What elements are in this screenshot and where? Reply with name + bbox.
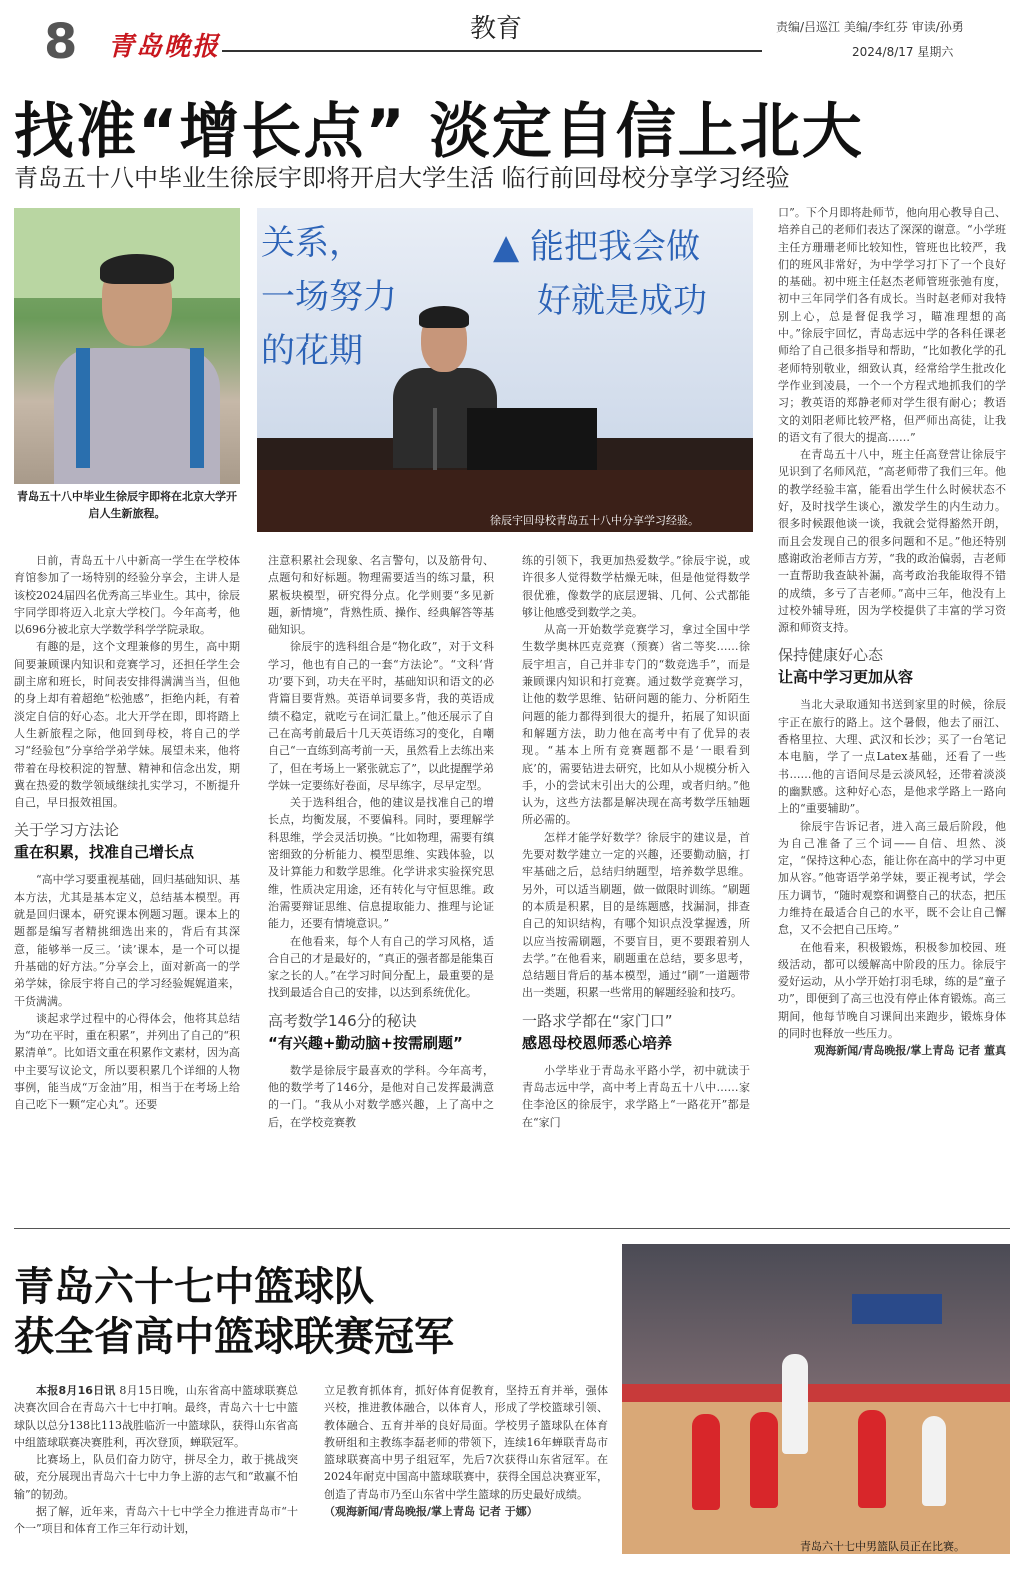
paragraph: 据了解，近年来，青岛六十七中学全力推进青岛市“十个一”项目和体育工作三年行动计划， <box>14 1505 298 1536</box>
paragraph: 在他看来，积极锻炼，积极参加校园、班级活动，都可以缓解高中阶段的压力。徐辰宇爱好运动，从小学开始打羽毛球，练的是“童子功”，即便到了高三也没有停止体育锻炼。高三期间，他每节晚自习课间出来跑步，锻炼身体的同时也释放一些压力。 <box>778 940 1006 1041</box>
paragraph: 口”。下个月即将赴师节，他向用心教导自己、培养自己的老师们表达了深深的谢意。“小学班主任方珊珊老师比较知性，管班也比较严，我们的班风非常好，为中学学习打下了一个良好的基础。初中班主任赵杰老师管班张弛有度，初中三年同学们各有成长。当时赵老师对我特别上心，总是督促我学习，瞄准理想的高中。”徐辰宇回忆，青岛志远中学的各科任课老师给了自己很多指导和帮助，“比如教化学的孔老师特别敬业，细致认真，经常给学生批改化学作业到凌晨，一个一个方程式地抓我们的学习；教英语的郑静老师对学生很有耐心；教语文的刘阳老师比较严格，但严师出高徒，让我的语文有了很大的提高……” <box>778 206 1006 444</box>
paragraph: 在青岛五十八中，班主任高登营让徐辰宇见识到了名师风范，“高老师带了我们三年。他的教学经验丰富，能看出学生什么时候状态不好，及时找学生谈心，激发学生的内生动力。很多时候跟他谈一谈，我就会觉得豁然开朗，而且会发现自己的很多问题和不足。”他还特别感谢政治老师吉方芳，“我的政治偏弱，吉老师一直帮助我查缺补漏，高考政治我能取得不错的成绩，多亏了吉老师。”高中三年，他没有上过校外辅导班，因为学校提供了丰富的学习资源和师资支持。 <box>778 448 1006 635</box>
section-subheading-3: 感恩母校恩师悉心培养 <box>522 1033 673 1052</box>
article2-byline: （观海新闻/青岛晚报/掌上青岛 记者 于娜） <box>324 1505 538 1519</box>
portrait-photo <box>14 208 240 484</box>
paragraph: 立足教育抓体育，抓好体育促教育，坚持五育并举，强体兴校，推进教体融合，以体育人，形成了学校篮球引领、教体融合、五育并举的良好局面。学校男子篮球队在体育教研组和主教练李磊老师的带领下，连续16年蝉联青岛市篮球联赛高中男子组冠军，先后7次获得山东省冠军。在2024年耐克中国高中篮球联赛中，获得全国总决赛亚军，创造了青岛市乃至山东省中学生篮球的历史最好成绩。 <box>324 1384 608 1501</box>
paragraph: 注意积累社会现象、名言警句，以及筋骨句、点题句和好标题。物理需要适当的练习量，积累板块模型，研究得分点。化学则要“多见新题，新情境”，背熟性质、操作、经典解答等基础知识。 <box>268 554 494 637</box>
paragraph: 谈起求学过程中的心得体会，他将其总结为“功在平时，重在积累”，并列出了自己的“积累清单”。比如语文重在积累作文素材，因为高中主要写议论文，所以要积累几个详细的人物事例，能当成“万金油”用，相当于在考场上给自己吃下一颗“定心丸”。还要 <box>14 1011 240 1112</box>
article-column-1 <box>14 552 240 1114</box>
article2-headline-line-2: 获全省高中篮球联赛冠军 <box>14 1314 454 1360</box>
screen-text-right-1: ▲ 能把我会做 <box>493 227 700 267</box>
dateline: 本报8月16日讯 <box>36 1384 116 1397</box>
speech-photo <box>257 208 753 532</box>
section-subheading-1: 重在积累，找准自己增长点 <box>14 843 195 862</box>
article-column-2 <box>268 552 494 1131</box>
screen-text-left-2: 一场努力 <box>261 277 397 317</box>
paragraph: 从高一开始数学竞赛学习，拿过全国中学生数学奥林匹克竞赛（预赛）省二等奖……徐辰宇坦言，自己并非专门的“数竞选手”，而是兼顾课内知识和打竞赛。通过数学竞赛学习，让他的数学思维、钻研问题的能力、分析陌生问题的能力都得到很大的提升，拓展了知识面和解题方法，助力他在高考中有了优异的表现。“基本上所有竞赛题都不是‘一眼看到底’的，需要钻进去研究，比如从小规模分析入手，小的尝试末引出大的公理，或者归纳。”他认为，这些方法都是解决现在高考数学压轴题所必需的。 <box>522 623 750 827</box>
paragraph: 练的引领下，我更加热爱数学。”徐辰宇说，或许很多人觉得数学枯燥无味，但是他觉得数学很优雅，像数学的底层逻辑、几何、公式都能够让他感受到数学之美。 <box>522 554 750 619</box>
section-divider <box>14 1228 1010 1229</box>
page-number: 8 <box>44 14 78 70</box>
section-title: 教育 <box>470 14 523 44</box>
paragraph: 怎样才能学好数学？徐辰宇的建议是，首先要对数学建立一定的兴趣，还要勤动脑，打牢基础之后，总结归纳题型，培养数学思维。另外，可以适当刷题，做一做限时训练。“刷题的本质是积累，目的是练题感，找漏洞，排查自己的知识结构，有哪个知识点没掌握透，所以应当按需刷题，不要盲目，更不要跟着别人去学。”在他看来，刷题重在总结，要多思考，总结题目背后的基本模型，通过“刷”一道题带出一类题，积累一些常用的解题经验和技巧。 <box>522 830 750 1000</box>
paragraph <box>14 1382 298 1451</box>
article-subheadline: 青岛五十八中毕业生徐辰宇即将开启大学生活 临行前回母校分享学习经验 <box>14 164 790 192</box>
speech-photo-caption: 徐辰宇回母校青岛五十八中分享学习经验。 <box>490 514 699 527</box>
paragraph: 比赛场上，队员们奋力防守，拼尽全力，敢于挑战突破，充分展现出青岛六十七中力争上游的志气和“敢赢不怕输”的韧劲。 <box>14 1453 298 1501</box>
paragraph: 徐辰宇的选科组合是“物化政”，对于文科学习，他也有自己的一套“方法论”。“文科‘背功’要下到，功夫在平时，基础知识和语文的必背篇目要背熟。英语单词要多背，我的英语成绩不稳定，就吃亏在词汇量上。”他还展示了自己在高考前最后十几天英语练习的变化，自嘲自己“一直练到高考前一天，虽然看上去练出来了，但在考场上一紧张就忘了”，以此提醒学弟学妹一定要练好卷面，尽早练字，尽早定型。 <box>268 640 494 792</box>
article2-headline-line-1: 青岛六十七中篮球队 <box>14 1264 374 1310</box>
article-column-4 <box>778 204 1006 1060</box>
basketball-photo-caption: 青岛六十七中男篮队员正在比赛。 <box>800 1540 965 1553</box>
article-headline: 找准“增长点” 淡定自信上北大 <box>14 97 864 167</box>
paragraph: 有趣的是，这个文理兼修的男生，高中期间要兼顾课内知识和竞赛学习，还担任学生会副主席和班长，时间表安排得满满当当，但他的身上却有着超绝“松弛感”，拒绝内耗，有着淡定自信的好心态。北大开学在即，即将踏上人生新旅程之际，他回到母校，将自己的学习“经验包”分享给学弟学妹。展望未来，他将带着在母校积淀的智慧、精神和信念出发，期冀在热爱的数学领域继续扎实学习，不断提升自己，早日报效祖国。 <box>14 640 240 810</box>
screen-text-right-2: 好就是成功 <box>537 281 707 321</box>
masthead <box>0 0 1024 80</box>
paragraph: 徐辰宇告诉记者，进入高三最后阶段，他为自己准备了三个词——自信、坦然、淡定，“保持这种心态，能让你在高中的学习中更加从容。”他寄语学弟学妹，要正视考试，学会压力调节，“随时观察和调整自己的状态，把压力维持在最适合自己的水平，既不会让自己懈怠，又不会把自己压垮。” <box>778 819 1006 937</box>
paragraph: 数学是徐辰宇最喜欢的学科。今年高考，他的数学考了146分，是他对自己发挥最满意的一门。“我从小对数学感兴趣，上了高中之后，在学校竞赛教 <box>268 1063 494 1129</box>
portrait-caption: 青岛五十八中毕业生徐辰宇即将在北京大学开启人生新旅程。 <box>17 490 237 520</box>
paragraph: 关于选科组合，他的建议是找准自己的增长点，均衡发展，不要偏科。同时，要理解学科思维，学会灵活切换。“比如物理，需要有缜密细致的分析能力、模型思维、实践体验，以及计算能力和数学思维。化学讲求实验探究思维，性质决定用途，还有转化与守恒思维。政治需要辩证思维、信息提取能力、推理与论证能力，还要有情境意识。” <box>268 796 494 931</box>
article2-column-1 <box>14 1382 298 1538</box>
lead-text: 8月15日晚，山东省高中篮球联赛总决赛次回合在青岛六十七中打响。最终，青岛六十七中篮球队以总分138比113战胜临沂一中篮球队，获得山东省高中组篮球联赛决赛胜利，再次登顶，蝉联冠军。 <box>14 1384 299 1449</box>
screen-text-left-1: 关系， <box>261 223 363 263</box>
basketball-photo <box>622 1244 1010 1554</box>
paragraph: 当北大录取通知书送到家里的时候，徐辰宇正在旅行的路上。这个暑假，他去了丽江、香格里拉、大理、武汉和长沙；买了一台笔记本电脑，学了一点Latex基础，还看了一些书……他的言语间尽是云淡风轻，还带着淡淡的幽默感。这种好心态，是他求学路上一路向上的“重要辅助”。 <box>778 698 1006 816</box>
article2-column-2 <box>324 1382 608 1520</box>
section-subheading-4: 让高中学习更加从容 <box>778 668 914 687</box>
paragraph: 在他看来，每个人有自己的学习风格，适合自己的才是最好的，“真正的强者都是能集百家之长的人。”在学习时间分配上，最重要的是找到最适合自己的安排，以达到系统优化。 <box>268 934 494 1000</box>
screen-text-left-3: 的花期 <box>261 331 363 371</box>
paragraph: “高中学习要重视基础，回归基础知识、基本方法，尤其是基本定义，总结基本模型。再就是回归课本，研究课本例题习题。课本上的题都是编写者精挑细选出来的，背后有其深意，能够举一反三。‘读’课本，是一个可以提升基础的好方法。”分享会上，面对新高一的学弟学妹，徐辰宇将自己的学习经验娓娓道来，干货满满。 <box>14 873 240 1008</box>
section-heading-4: 保持健康好心态 <box>778 646 884 665</box>
paragraph: 小学毕业于青岛永平路小学，初中就读于青岛志远中学，高中考上青岛五十八中……家住李沧区的徐辰宇，求学路上“一路花开”都是在“家门 <box>522 1063 750 1129</box>
newspaper-logo: 青岛晚报 <box>108 32 221 62</box>
article-column-3 <box>522 552 750 1131</box>
paragraph: 日前，青岛五十八中新高一学生在学校体育馆参加了一场特别的经验分享会，主讲人是该校2024届四名优秀高三毕业生。其中，徐辰宇同学即将迈入北京大学校门。今年高考，他以696分被北京大学数学科学学院录取。 <box>14 554 240 637</box>
article2-headline <box>14 1262 454 1362</box>
section-heading-3: 一路求学都在“家门口” <box>522 1011 673 1030</box>
header-rule <box>222 50 762 52</box>
section-subheading-2: “有兴趣+勤动脑+按需刷题” <box>268 1033 463 1052</box>
section-heading-1: 关于学习方法论 <box>14 821 120 840</box>
issue-date: 2024/8/17 星期六 <box>852 45 954 59</box>
article-byline: 观海新闻/青岛晚报/掌上青岛 记者 董真 <box>814 1044 1006 1058</box>
editor-credits: 责编/吕巡江 美编/李红芬 审读/孙勇 <box>776 20 964 34</box>
section-heading-2: 高考数学146分的秘诀 <box>268 1011 417 1030</box>
